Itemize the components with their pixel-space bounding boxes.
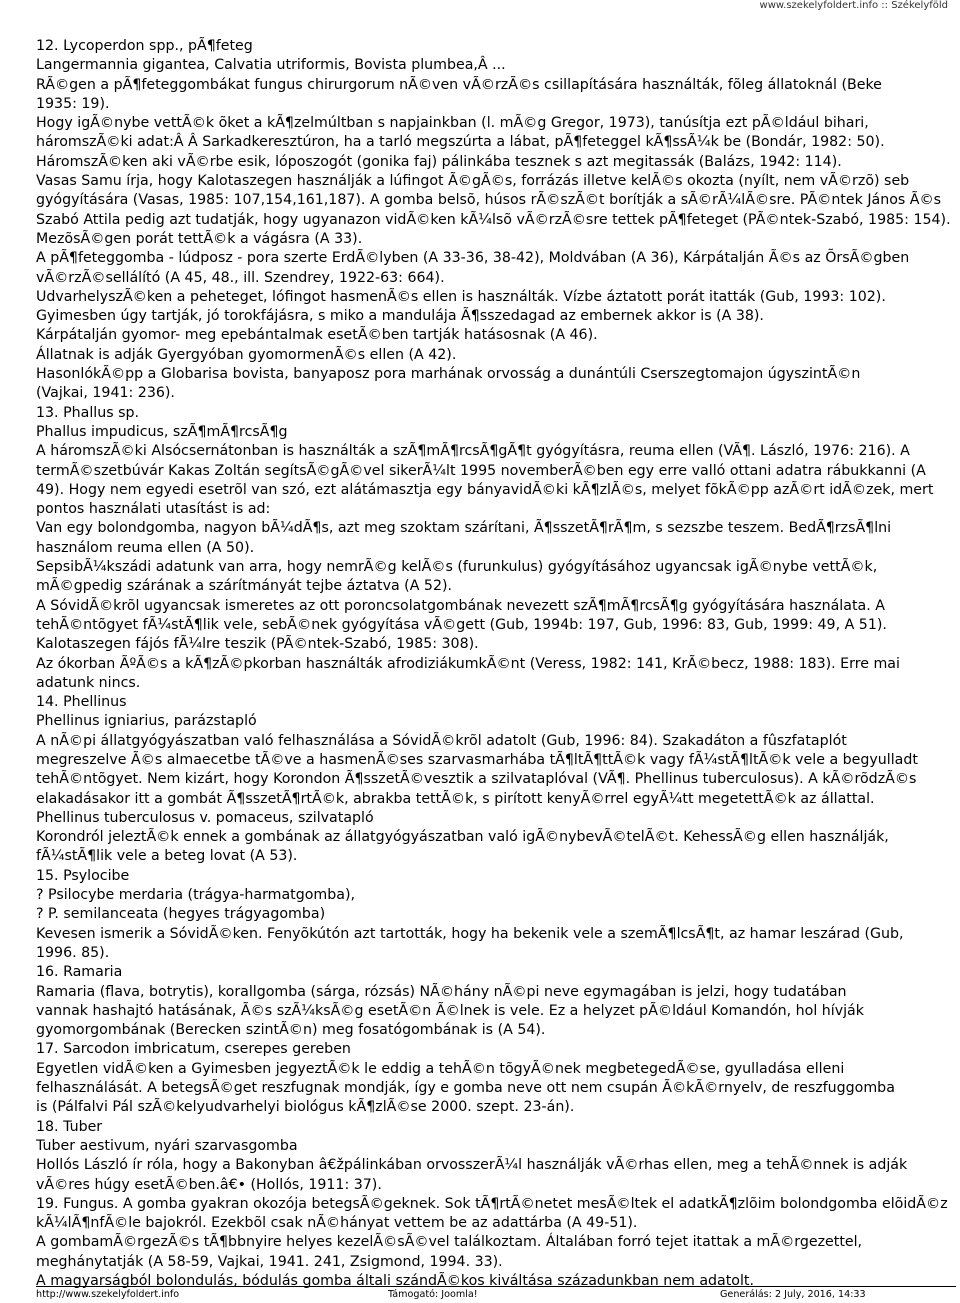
text-line: Tuber aestivum, nyári szarvasgomba: [36, 1137, 298, 1154]
text-line: Kalotaszegen fájós fÃ¼lre teszik (PÃ©ntek-Szabó, 1985: 308).: [36, 636, 479, 653]
text-line: 17. Sarcodon imbricatum, cserepes gereben: [36, 1041, 351, 1058]
text-line: megreszelve Ã©s almaecetbe tÃ©ve a hasmenÃ©ses szarvasmarhába tÃ¶ltÃ¶ttÃ©k vagy fÃ¼stÃ¶ltÃ©k vele a begyulladt: [36, 751, 918, 768]
text-line: gyógyítására (Vasas, 1985: 107,154,161,187). A gomba belsõ, húsos rÃ©szÃ©t borítják a sÃ©rÃ¼lÃ©sre. PÃ©ntek János Ã©s: [36, 192, 942, 209]
text-line: Vasas Samu írja, hogy Kalotaszegen használják a lúfingot Ã©gÃ©s, forrázás illetve kelÃ©s okozta (nyílt, nem vÃ©rzõ) seb: [36, 173, 910, 190]
text-line: termÃ©szetbúvár Kakas Zoltán segítsÃ©gÃ©vel sikerÃ¼lt 1995 novemberÃ©ben egy erre valló ottani adatra rábukkanni (A: [36, 462, 926, 479]
text-line: A nÃ©pi állatgyógyászatban való felhasználása a SóvidÃ©krõl adatolt (Gub, 1996: 84). Szakadáton a fûszfataplót: [36, 732, 847, 749]
text-line: HáromszÃ©ken aki vÃ©rbe esik, lóposzogót (gonika faj) pálinkába tesznek s azt megitassák (Balázs, 1942: 114).: [36, 153, 842, 170]
text-line: 15. Psylocibe: [36, 867, 130, 884]
text-line: Hogy igÃ©nybe vettÃ©k õket a kÃ¶zelmúltban s napjainkban (l. mÃ©g Gregor, 1973), tanúsítja ezt pÃ©ldául bihari,: [36, 115, 869, 132]
text-line: tehÃ©ntõgyet fÃ¼stÃ¶lik vele, sebÃ©nek gyógyítása vÃ©gett (Gub, 1994b: 197, Gub, 1996: 83, Gub, 1999: 49, A 51).: [36, 616, 887, 633]
text-line: Van egy bolondgomba, nagyon bÃ¼dÃ¶s, azt meg szoktam szárítani, Ã¶sszetÃ¶rÃ¶m, s sezszbe teszem. BedÃ¶rzsÃ¶lni: [36, 520, 892, 537]
footer-divider: [36, 1286, 956, 1287]
text-line: Egyetlen vidÃ©ken a Gyimesben jegyeztÃ©k le eddig a tehÃ©n tõgyÃ©nek megbetegedÃ©se, gyulladása elleni: [36, 1060, 845, 1077]
footer-powered-by: Támogató: Joomla!: [388, 1289, 478, 1300]
text-line: Az ókorban ÃºÃ©s a kÃ¶zÃ©pkorban használták afrodiziákumkÃ©nt (Veress, 1982: 141, KrÃ©becz, 1988: 183). Erre mai: [36, 655, 900, 672]
text-line: A gombamÃ©rgezÃ©s tÃ¶bbnyire helyes kezelÃ©sÃ©vel találkoztam. Általában forró tejet itattak a mÃ©rgezettel,: [36, 1234, 863, 1251]
text-line: (Vajkai, 1941: 236).: [36, 385, 175, 402]
text-line: HasonlókÃ©pp a Globarisa bovista, banyaposz pora marhának orvosság a dunántúli Cserszegtomajon úgyszintÃ©n: [36, 366, 861, 383]
text-line: pontos használati utasítást is ad:: [36, 501, 271, 518]
text-line: felhasználását. A betegsÃ©get reszfugnak mondják, így e gomba neve ott nem csupán Ã©kÃ©rnyelv, de reszfuggomba: [36, 1080, 895, 1097]
footer-site-link[interactable]: http://www.szekelyfoldert.info: [36, 1289, 180, 1300]
text-line: ? P. semilanceata (hegyes trágyagomba): [36, 906, 326, 923]
text-line: A magyarságból bolondulás, bódulás gomba általi szándÃ©kos kiváltása századunkban nem adatolt.: [36, 1273, 754, 1289]
text-line: 12. Lycoperdon spp., pÃ¶feteg: [36, 38, 253, 54]
text-line: Szabó Attila pedig azt tudatják, hogy ugyanazon vidÃ©ken kÃ¼lsõ vÃ©rzÃ©sre tettek pÃ¶feteget (PÃ©ntek-Szabó, 1985: 154).: [36, 211, 951, 228]
text-line: tehÃ©ntõgyet. Nem kizárt, hogy Korondon Ã¶sszetÃ©vesztik a szilvataplóval (VÃ¶. Phellinus tuberculosus). A kÃ©rõdzÃ©s: [36, 771, 917, 788]
text-line: használom reuma ellen (A 50).: [36, 539, 255, 556]
text-line: 13. Phallus sp.: [36, 404, 139, 421]
text-line: 18. Tuber: [36, 1118, 103, 1135]
text-line: elakadásakor itt a gombát Ã¶sszetÃ¶rtÃ©k, abrakba tettÃ©k, s pirított kenyÃ©rrel egyÃ¼tt megetettÃ©k az állattal.: [36, 790, 875, 807]
text-line: gyomorgombának (Berecken szintÃ©n) meg fosatógombának is (A 54).: [36, 1022, 546, 1039]
text-line: Kárpátalján gyomor- meg epebántalmak esetÃ©ben tartják hatásosnak (A 46).: [36, 327, 598, 344]
text-line: RÃ©gen a pÃ¶feteggombákat fungus chirurgorum nÃ©ven vÃ©rzÃ©s csillapítására használták, fõleg állatoknál (Beke: [36, 76, 882, 93]
text-line: Hollós László ír róla, hogy a Bakonyban â€žpálinkában orvosszerÃ¼l használják vÃ©rhas ellen, meg a tehÃ©nnek is adják: [36, 1157, 908, 1174]
text-line: Állatnak is adják Gyergyóban gyomormenÃ©s ellen (A 42).: [36, 346, 457, 363]
text-line: meghánytatják (A 58-59, Vajkai, 1941. 241, Zsigmond, 1994. 33).: [36, 1253, 503, 1270]
text-line: MezõsÃ©gen porát tettÃ©k a vágásra (A 33).: [36, 230, 363, 247]
article-body: [36, 37, 958, 1291]
text-line: 49). Hogy nem egyedi esetrõl van szó, ezt alátámasztja egy bányavidÃ©ki kÃ¶zlÃ©s, melyet fõkÃ©pp azÃ©rt idÃ©zek, mert: [36, 481, 934, 498]
text-line: A háromszÃ©ki Alsócsernátonban is használták a szÃ¶mÃ¶rcsÃ¶gÃ¶t gyógyításra, reuma ellen (VÃ¶. László, 1976: 216). A: [36, 443, 910, 460]
text-line: vannak hashajtó hatásának, Ã©s szÃ¼ksÃ©g esetÃ©n Ã©lnek is vele. Ez a helyzet pÃ©ldául Komandón, hol hívják: [36, 1002, 864, 1019]
text-line: adatunk nincs.: [36, 674, 141, 691]
text-line: háromszÃ©ki adat:Â Â Sarkadkeresztúron, ha a tarló megszúrta a lábat, pÃ¶feteggel kÃ¶ssÃ¼k be (Bondár, 1982: 50).: [36, 134, 885, 151]
text-line: Phallus impudicus, szÃ¶mÃ¶rcsÃ¶g: [36, 423, 288, 440]
text-line: Phellinus tuberculosus v. pomaceus, szilvatapló: [36, 809, 374, 826]
text-line: ? Psilocybe merdaria (trágya-harmatgomba),: [36, 887, 355, 904]
text-line: vÃ©rzÃ©sellálító (A 45, 48., ill. Szendrey, 1922-63: 664).: [36, 269, 445, 286]
text-line: fÃ¼stÃ¶lik vele a beteg lovat (A 53).: [36, 848, 298, 865]
text-line: 16. Ramaria: [36, 964, 123, 981]
text-line: SepsibÃ¼kszádi adatunk van arra, hogy nemrÃ©g kelÃ©s (furunkulus) gyógyításához ugyancsak igÃ©nybe vettÃ©k,: [36, 559, 878, 576]
text-line: 1996. 85).: [36, 944, 110, 961]
text-line: Korondról jeleztÃ©k ennek a gombának az állatgyógyászatban való igÃ©nybevÃ©telÃ©t. KehessÃ©g ellen használják,: [36, 829, 889, 846]
text-line: 19. Fungus. A gomba gyakran okozója betegsÃ©geknek. Sok tÃ¶rtÃ©netet mesÃ©ltek el adatkÃ¶zlõim bolondgomba elõidÃ©z: [36, 1195, 948, 1212]
text-line: A SóvidÃ©krõl ugyancsak ismeretes az ott poroncsolatgombának nevezett szÃ¶mÃ¶rcsÃ¶g gyógyítására használata. A: [36, 597, 885, 614]
text-line: is (Pálfalvi Pál szÃ©kelyudvarhelyi biológus kÃ¶zlÃ©se 2000. szept. 23-án).: [36, 1099, 575, 1116]
text-line: Kevesen ismerik a SóvidÃ©ken. Fenyõkútón azt tartották, hogy ha bekenik vele a szemÃ¶lcsÃ¶t, az hamar leszárad (Gub,: [36, 925, 904, 942]
text-line: A pÃ¶feteggomba - lúdposz - pora szerte ErdÃ©lyben (A 33-36, 38-42), Moldvában (A 36), Kárpátalján Ã©s az ÕrsÃ©gben: [36, 250, 910, 267]
header-url[interactable]: www.szekelyfoldert.info :: Székelyföld: [759, 0, 948, 11]
text-line: Gyimesben úgy tartják, jó torokfájásra, s miko a mandulája Ã¶sszedagad az embernek akkor is (A 38).: [36, 308, 764, 325]
text-line: 14. Phellinus: [36, 694, 127, 711]
text-line: Langermannia gigantea, Calvatia utriformis, Bovista plumbea,Â ...: [36, 57, 506, 74]
text-line: UdvarhelyszÃ©ken a peheteget, lófingot hasmenÃ©s ellen is használták. Vízbe áztatott porát itatták (Gub, 1993: 102).: [36, 288, 886, 305]
footer-generated-date: Generálás: 2 July, 2016, 14:33: [720, 1289, 866, 1300]
text-line: Ramaria (flava, botrytis), korallgomba (sárga, rózsás) NÃ©hány nÃ©pi neve egymagában is jelzi, hogy tudatában: [36, 983, 847, 1000]
text-line: Phellinus igniarius, parázstapló: [36, 713, 257, 730]
text-line: kÃ¼lÃ¶nfÃ©le bajokról. Ezekbõl csak nÃ©hányat vettem be az adattárba (A 49-51).: [36, 1215, 638, 1232]
text-line: mÃ©gpedig szárának a szárítmányát tejbe áztatva (A 52).: [36, 578, 453, 595]
text-line: 1935: 19).: [36, 95, 110, 112]
text-line: vÃ©res húgy esetÃ©ben.â€• (Hollós, 1911: 37).: [36, 1176, 382, 1193]
